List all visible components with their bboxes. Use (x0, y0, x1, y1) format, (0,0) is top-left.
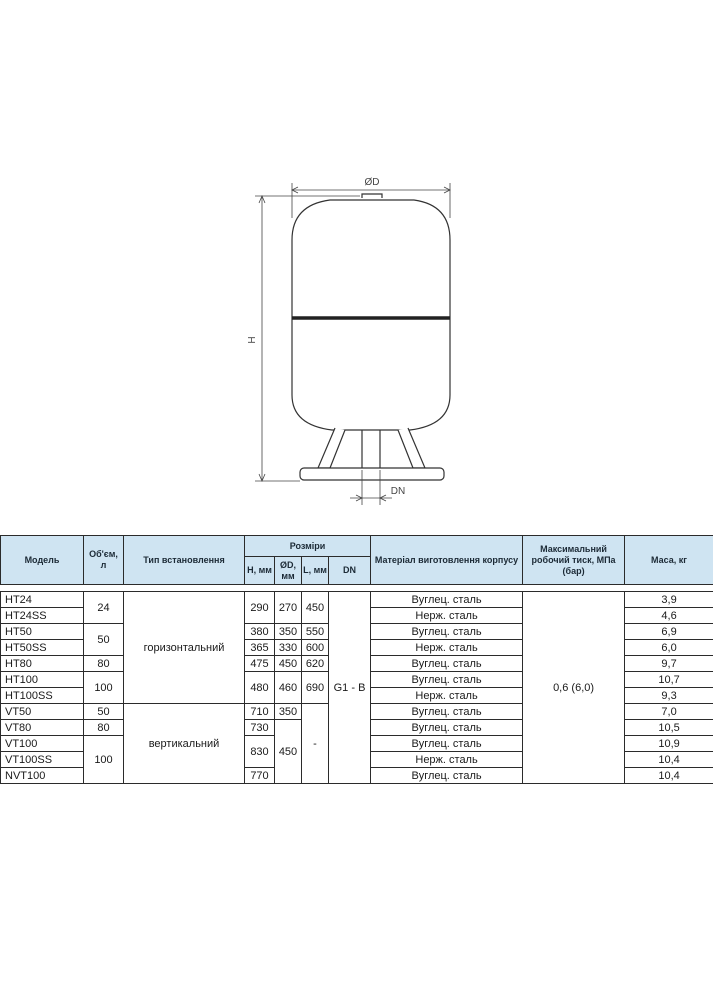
l-cell: 620 (302, 656, 329, 672)
dn-label: DN (390, 486, 406, 497)
volume-cell: 24 (84, 592, 124, 624)
tank-stand (300, 428, 444, 480)
material-cell: Нерж. сталь (371, 752, 523, 768)
volume-cell: 100 (84, 672, 124, 704)
model-cell: NVT100 (1, 768, 84, 784)
material-cell: Нерж. сталь (371, 640, 523, 656)
l-cell: 450 (302, 592, 329, 624)
d-cell: 330 (275, 640, 302, 656)
l-cell: 690 (302, 672, 329, 704)
header-install-type: Тип встановлення (124, 536, 245, 585)
material-cell: Вуглец. сталь (371, 592, 523, 608)
model-cell: HT50 (1, 624, 84, 640)
header-h: H, мм (245, 557, 275, 585)
dn-cell: G1 - B (329, 592, 371, 784)
h-cell: 475 (245, 656, 275, 672)
mass-cell: 4,6 (625, 608, 713, 624)
mass-cell: 3,9 (625, 592, 713, 608)
model-cell: HT24SS (1, 608, 84, 624)
h-cell: 480 (245, 672, 275, 704)
model-cell: HT50SS (1, 640, 84, 656)
model-cell: VT50 (1, 704, 84, 720)
l-cell: 550 (302, 624, 329, 640)
header-dn: DN (329, 557, 371, 585)
l-cell: - (302, 704, 329, 784)
material-cell: Нерж. сталь (371, 608, 523, 624)
volume-cell: 100 (84, 736, 124, 784)
material-cell: Вуглец. сталь (371, 624, 523, 640)
mass-cell: 6,0 (625, 640, 713, 656)
install-type-cell: горизонтальний (124, 592, 245, 704)
material-cell: Вуглец. сталь (371, 736, 523, 752)
table-row (1, 592, 713, 608)
model-cell: HT80 (1, 656, 84, 672)
volume-cell: 80 (84, 656, 124, 672)
d-cell: 450 (275, 720, 302, 784)
mass-cell: 10,4 (625, 768, 713, 784)
h-cell: 730 (245, 720, 275, 736)
model-cell: VT80 (1, 720, 84, 736)
install-type-cell: вертикальний (124, 704, 245, 784)
header-model: Модель (1, 536, 84, 585)
pressure-cell: 0,6 (6,0) (523, 592, 625, 784)
volume-cell: 50 (84, 704, 124, 720)
h-cell: 710 (245, 704, 275, 720)
mass-cell: 10,7 (625, 672, 713, 688)
material-cell: Вуглец. сталь (371, 704, 523, 720)
material-cell: Вуглец. сталь (371, 672, 523, 688)
diameter-label: ØD (364, 177, 380, 188)
d-cell: 350 (275, 624, 302, 640)
mass-cell: 9,7 (625, 656, 713, 672)
mass-cell: 7,0 (625, 704, 713, 720)
d-cell: 460 (275, 672, 302, 704)
material-cell: Нерж. сталь (371, 688, 523, 704)
l-cell: 600 (302, 640, 329, 656)
d-cell: 270 (275, 592, 302, 624)
header-d: ØD, мм (275, 557, 302, 585)
mass-cell: 10,4 (625, 752, 713, 768)
h-cell: 380 (245, 624, 275, 640)
d-cell: 350 (275, 704, 302, 720)
volume-cell: 50 (84, 624, 124, 656)
volume-cell: 80 (84, 720, 124, 736)
h-cell: 830 (245, 736, 275, 768)
model-cell: HT24 (1, 592, 84, 608)
tank-body (292, 194, 450, 430)
height-label: H (247, 336, 258, 344)
h-cell: 770 (245, 768, 275, 784)
header-l: L, мм (302, 557, 329, 585)
h-cell: 365 (245, 640, 275, 656)
mass-cell: 9,3 (625, 688, 713, 704)
header-dimensions: Розміри (245, 536, 371, 557)
header-volume: Об'єм, л (84, 536, 124, 585)
model-cell: VT100SS (1, 752, 84, 768)
d-cell: 450 (275, 656, 302, 672)
model-cell: HT100SS (1, 688, 84, 704)
mass-cell: 6,9 (625, 624, 713, 640)
material-cell: Вуглец. сталь (371, 656, 523, 672)
mass-cell: 10,5 (625, 720, 713, 736)
material-cell: Вуглец. сталь (371, 768, 523, 784)
h-cell: 290 (245, 592, 275, 624)
header-mass: Маса, кг (625, 536, 713, 585)
material-cell: Вуглец. сталь (371, 720, 523, 736)
specification-table (0, 535, 713, 784)
header-pressure: Максимальний робочий тиск, МПа (бар) (523, 536, 625, 585)
header-material: Матеріал виготовлення корпусу (371, 536, 523, 585)
model-cell: HT100 (1, 672, 84, 688)
model-cell: VT100 (1, 736, 84, 752)
mass-cell: 10,9 (625, 736, 713, 752)
